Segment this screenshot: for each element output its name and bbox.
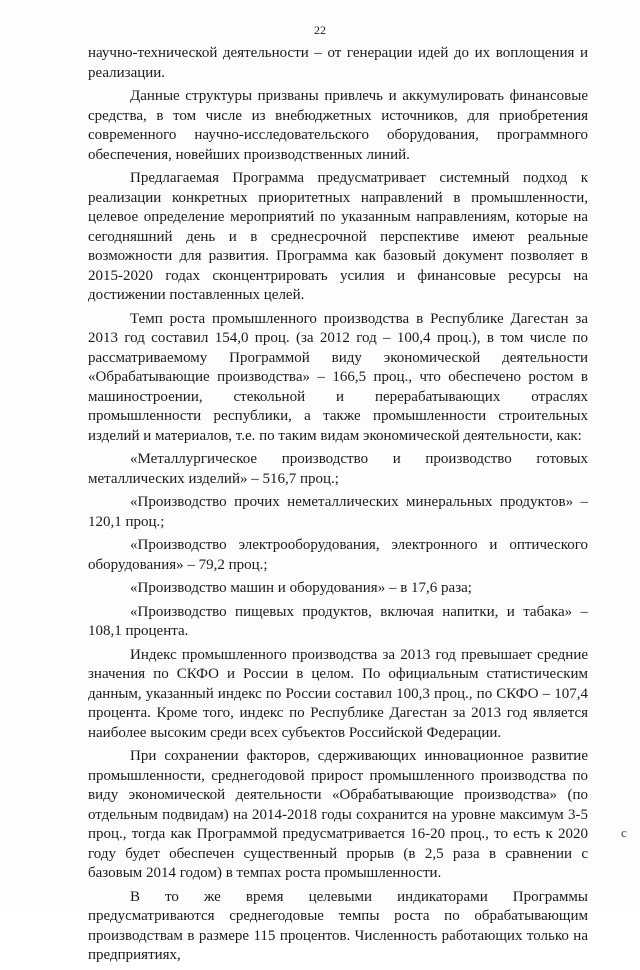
- paragraph: «Производство машин и оборудования» – в 17,6 раза;: [130, 580, 472, 596]
- paragraph: «Металлургическое производство и производство готовых металлических изделий» – 516,7 проц.;: [88, 451, 588, 487]
- paragraph: Данные структуры призваны привлечь и аккумулировать финансовые средства, в том числе из внебюджетных источников, для приобретения современного научно-исследовательского оборудования, программного обеспечения, новейших производственных линий.: [88, 88, 588, 163]
- margin-mark: c: [621, 825, 627, 840]
- paragraph: «Производство электрооборудования, электронного и оптического оборудования» – 79,2 проц.;: [88, 537, 588, 573]
- paragraph: «Производство пищевых продуктов, включая напитки, и табака» – 108,1 процента.: [88, 603, 588, 639]
- paragraph: Индекс промышленного производства за 2013 год превышает средние значения по СКФО и России в целом. По официальным статистическим данным, указанный индекс по России составил 100,3 проц., по СКФО – 107,4 процента. Кроме того, индекс по Республике Дагестан за 2013 год является наиболее высоким среди всех субъектов Российской Федерации.: [88, 646, 588, 741]
- paragraph: При сохранении факторов, сдерживающих инновационное развитие промышленности, среднегодовой прирост промышленного производства по виду экономической деятельности «Обрабатывающие производства» (по отдельным подвидам) на 2014-2018 годы сохранится на уровне максимум 3-5 проц., тогда как Программой предусматривается 16-20 проц., то есть к 2020 году будет обеспечен существенный прорыв (в 2,5 раза в сравнении с базовым 2014 годом) в темпах роста промышленности.: [88, 748, 588, 881]
- paragraph: В то же время целевыми индикаторами Программы предусматриваются среднегодовые темпы роста по обрабатывающим производствам в размере 115 процентов. Численность работающих только на предприятиях,: [88, 888, 588, 963]
- paragraph: Предлагаемая Программа предусматривает системный подход к реализации конкретных приоритетных направлений в промышленности, целевое определение мероприятий по указанным направлениям, которые на сегодняшний день и в среднесрочной перспективе имеют реальные возможности для развития. Программа как базовый документ позволяет в 2015-2020 годах сконцентрировать усилия и финансовые ресурсы на достижении поставленных целей.: [88, 170, 588, 303]
- paragraph: научно-технической деятельности – от генерации идей до их воплощения и реализации.: [88, 45, 588, 81]
- paragraph: Темп роста промышленного производства в Республике Дагестан за 2013 год составил 154,0 проц. (за 2012 год – 100,4 проц.), в том числе по рассматриваемому Программой виду экономической деятельности «Обрабатывающие производства» – 166,5 проц., что обеспечено ростом в машиностроении, стекольной и перерабатывающих отраслях промышленности республики, а также промышленности строительных изделий и материалов, т.е. по таким видам экономической деятельности, как:: [88, 310, 588, 444]
- paragraph: «Производство прочих неметаллических минеральных продуктов» – 120,1 проц.;: [88, 494, 588, 530]
- document-body: [88, 44, 588, 970]
- page-number: 22: [314, 23, 326, 37]
